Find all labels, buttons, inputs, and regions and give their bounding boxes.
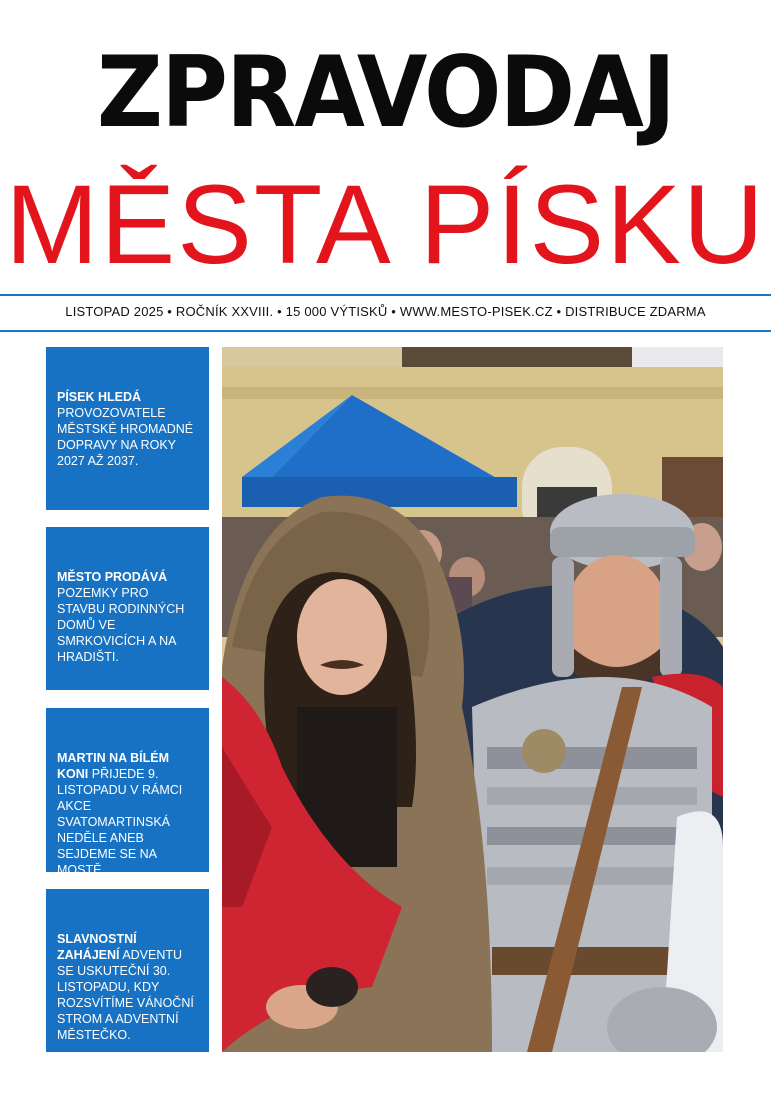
news-box-text: PROVOZOVATELE MĚSTSKÉ HROMADNÉ DOPRAVY NA ROKY 2027 AŽ 2037.: [57, 406, 194, 468]
news-box-heading: MĚSTO PRODÁVÁ: [57, 570, 168, 584]
news-box-heading: PÍSEK HLEDÁ: [57, 390, 142, 404]
news-box-text: PŘIJEDE 9. LISTOPADU V RÁMCI AKCE SVATOMARTINSKÁ NEDĚLE ANEB SEJDEME SE NA MOSTĚ.: [57, 767, 183, 877]
top-divider: [0, 294, 771, 296]
news-box-text: ADVENTU SE USKUTEČNÍ 30. LISTOPADU, KDY ROZSVÍTÍME VÁNOČNÍ STROM A ADVENTNÍ MĚSTEČKO.: [57, 948, 194, 1042]
news-box-text: POZEMKY PRO STAVBU RODINNÝCH DOMŮ VE SMRKOVICÍCH A NA HRADIŠTI.: [57, 586, 185, 664]
cover-photo: [222, 347, 723, 1052]
bottom-divider: [0, 330, 771, 332]
masthead-subtitle: MĚSTA PÍSKU: [5, 162, 766, 287]
issue-info-line: LISTOPAD 2025 • ROČNÍK XXVIII. • 15 000 VÝTISKŮ • WWW.MESTO-PISEK.CZ • DISTRIBUCE ZDARMA: [65, 304, 706, 319]
news-box-mhd[interactable]: [46, 347, 209, 510]
news-box-advent[interactable]: [46, 889, 209, 1052]
news-box-heading: SLAVNOSTNÍ ZAHÁJENÍ: [57, 932, 137, 962]
news-box-heading: MARTIN NA BÍLÉM KONI: [57, 751, 170, 781]
news-box-martin[interactable]: [46, 708, 209, 877]
news-box-pozemky[interactable]: [46, 527, 209, 690]
masthead-title: ZPRAVODAJ: [96, 36, 675, 150]
